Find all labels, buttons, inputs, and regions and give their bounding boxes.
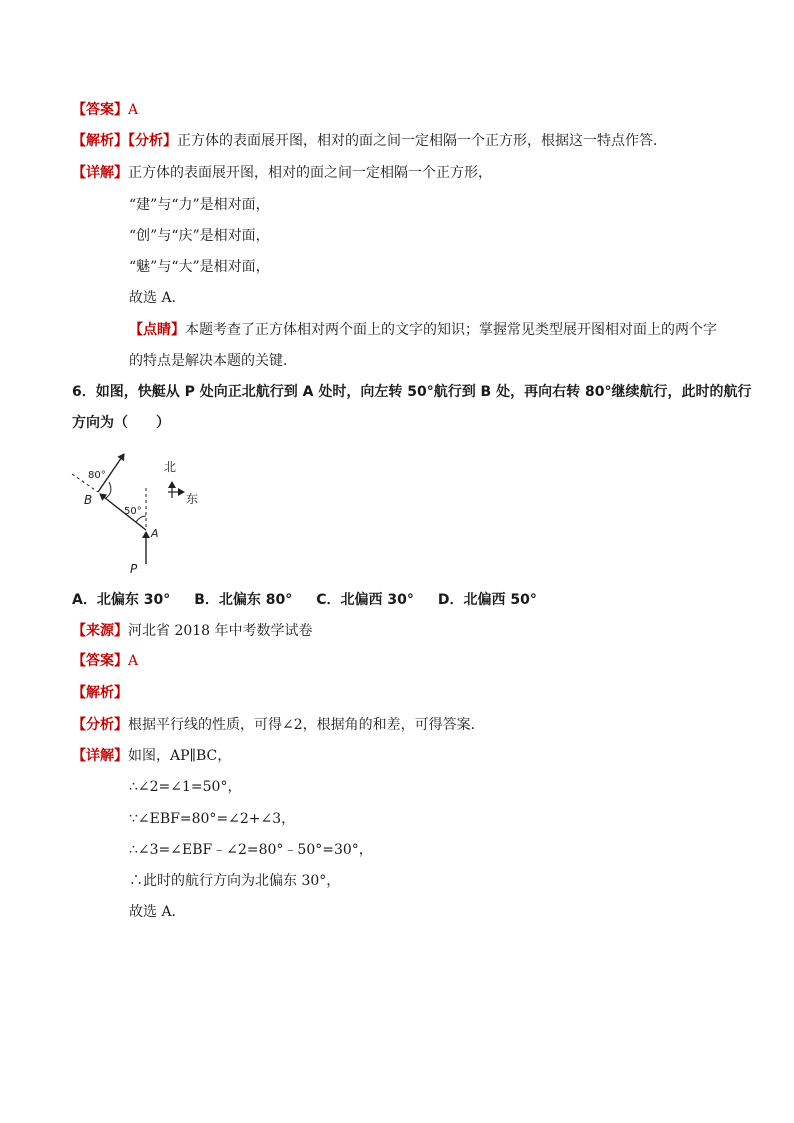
figure-label-b: B <box>84 493 93 507</box>
detail-step: “创”与“庆”是相对面， <box>129 228 270 244</box>
answer-tag: 【答案】 <box>72 102 128 118</box>
figure-label-a: A <box>151 527 159 540</box>
detail-step: “魅”与“大”是相对面， <box>129 259 270 275</box>
analysis-line <box>72 683 128 703</box>
detail-step: ∵∠EBF=80°=∠2+∠3， <box>129 811 296 827</box>
choice-b: B．北偏东 80° <box>194 592 293 608</box>
figure-label-p: P <box>130 562 138 576</box>
detail-text: 如图，AP∥BC， <box>128 748 232 764</box>
comment-line-cont: 的特点是解决本题的关键． <box>129 353 297 369</box>
comment-line <box>129 320 717 340</box>
choices-row <box>72 590 561 610</box>
figure-label-50: 50° <box>124 506 142 517</box>
source-line <box>72 621 313 641</box>
comment-tag: 【点睛】 <box>129 322 185 338</box>
choice-a: A．北偏东 30° <box>72 592 171 608</box>
choice-c: C．北偏西 30° <box>316 592 414 608</box>
figure-label-80: 80° <box>88 470 106 481</box>
angle-arc-b <box>106 482 111 498</box>
detail-line-prev <box>72 163 492 183</box>
detail-step: 故选 A． <box>129 290 186 306</box>
answer-tag: 【答案】 <box>72 653 128 669</box>
source-text: 河北省 2018 年中考数学试卷 <box>128 623 313 639</box>
comment-text: 本题考查了正方体相对两个面上的文字的知识；掌握常见类型展开图相对面上的两个字 <box>185 322 717 338</box>
question-stem: 6．如图，快艇从 P 处向正北航行到 A 处时，向左转 50°航行到 B 处，再向右转 80°继续航行，此时的航行 <box>72 384 752 400</box>
detail-step: ∴∠3=∠EBF﹣∠2=80°﹣50°=30°， <box>129 842 373 858</box>
analysis-tag: 【解析】 <box>72 133 128 149</box>
compass-label-north: 北 <box>164 460 177 474</box>
analysis-sub-tag: 【分析】 <box>128 133 177 149</box>
detail-step: ∴此时的航行方向为北偏东 30°， <box>129 873 341 889</box>
analysis-sub-line <box>72 715 485 735</box>
analysis-text: 根据平行线的性质，可得∠2，根据角的和差，可得答案． <box>128 717 485 733</box>
detail-tag: 【详解】 <box>72 165 128 181</box>
detail-step: 故选 A． <box>129 904 186 920</box>
navigation-figure <box>62 446 212 578</box>
choice-d: D．北偏西 50° <box>437 592 537 608</box>
answer-line-prev <box>72 100 138 120</box>
detail-tag: 【详解】 <box>72 748 128 764</box>
analysis-tag: 【解析】 <box>72 685 128 701</box>
analysis-line-prev <box>72 131 667 151</box>
analysis-text: 正方体的表面展开图，相对的面之间一定相隔一个正方形，根据这一特点作答． <box>177 133 667 149</box>
detail-step: “建”与“力”是相对面， <box>129 197 270 213</box>
detail-text: 正方体的表面展开图，相对的面之间一定相隔一个正方形， <box>128 165 492 181</box>
compass-label-east: 东 <box>186 492 199 506</box>
answer-value: A <box>128 653 139 669</box>
answer-value: A <box>128 102 139 118</box>
question-stem-cont: 方向为（ ） <box>72 415 170 431</box>
source-tag: 【来源】 <box>72 623 128 639</box>
analysis-sub-tag: 【分析】 <box>72 717 128 733</box>
detail-line <box>72 746 231 766</box>
detail-step: ∴∠2=∠1=50°， <box>129 779 242 795</box>
answer-line <box>72 651 138 671</box>
